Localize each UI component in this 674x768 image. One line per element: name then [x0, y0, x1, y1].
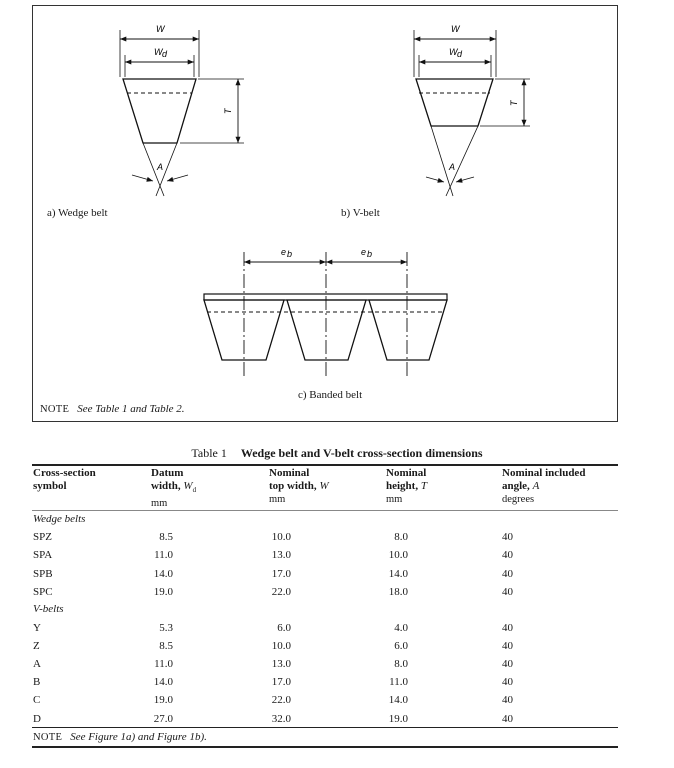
header-height	[386, 467, 427, 506]
cell-top-width: 17.0	[271, 676, 291, 689]
wedge-wd-label: W	[154, 47, 163, 57]
cell-symbol: SPB	[33, 567, 53, 580]
cell-height: 8.0	[394, 531, 408, 543]
header-datum-width-symbol: W	[183, 480, 193, 492]
banded-eb-label-2: e	[361, 247, 367, 257]
cell-top-width: 22.0	[271, 585, 291, 598]
header-cross-section	[33, 467, 96, 493]
banded-eb-sub-1: b	[287, 249, 293, 259]
cell-height: 18.0	[388, 585, 408, 598]
cell-symbol: Z	[33, 640, 40, 653]
cell-angle: 40	[502, 694, 513, 707]
table-row	[0, 586, 674, 602]
cell-height: 11.0	[389, 676, 408, 689]
wedge-t-label: T	[223, 108, 233, 114]
figure-note-label: NOTE	[40, 404, 70, 415]
cell-symbol: C	[33, 694, 41, 707]
cell-angle: 40	[502, 622, 513, 634]
table-note-text: See Figure 1a) and Figure 1b).	[70, 731, 207, 743]
cell-datum-width: 14.0	[153, 676, 173, 689]
caption-banded-belt: c) Banded belt	[298, 389, 363, 401]
cell-angle: 40	[502, 549, 513, 562]
cell-height: 19.0	[388, 712, 408, 725]
header-top-width-symbol: W	[319, 480, 329, 492]
header-height-line1: Nominal	[386, 467, 427, 479]
vbelt-w-label: W	[451, 24, 460, 34]
vbelt-a-label: A	[449, 162, 456, 172]
figure-note-text: See Table 1 and Table 2.	[77, 403, 185, 415]
header-angle	[502, 467, 585, 506]
vbelt-t-label: T	[509, 100, 519, 106]
table-row	[0, 658, 674, 674]
v-belt-drawing	[414, 30, 530, 196]
header-height-unit: mm	[386, 494, 403, 505]
group-label-v-belts: V-belts	[33, 603, 64, 615]
table-number: Table 1	[191, 446, 227, 460]
header-cross-section-line1: Cross-section	[33, 467, 96, 479]
cell-datum-width: 27.0	[153, 712, 173, 725]
header-top-width	[269, 467, 329, 506]
header-datum-width-line2: width,	[151, 480, 181, 492]
cell-top-width: 13.0	[271, 549, 291, 562]
cell-symbol: Y	[33, 622, 41, 634]
cell-datum-width: 5.3	[159, 622, 173, 634]
vbelt-wd-label: W	[449, 47, 458, 57]
cell-top-width: 10.0	[271, 531, 291, 543]
table-row	[0, 676, 674, 692]
cell-symbol: D	[33, 712, 41, 725]
cell-top-width: 6.0	[277, 622, 291, 634]
banded-eb-sub-2: b	[367, 249, 373, 259]
table-bottom-rule	[32, 746, 618, 748]
table-row	[0, 622, 674, 638]
table-note-label: NOTE	[33, 732, 63, 743]
header-top-width-line2: top width,	[269, 480, 317, 492]
header-cross-section-line2: symbol	[33, 480, 67, 492]
cell-top-width: 13.0	[271, 658, 291, 671]
figure-note	[40, 403, 185, 415]
table-row	[0, 640, 674, 656]
cell-top-width: 22.0	[271, 694, 291, 707]
cell-angle: 40	[502, 658, 513, 671]
cell-angle: 40	[502, 640, 513, 653]
cell-top-width: 10.0	[271, 640, 291, 653]
cell-height: 14.0	[388, 694, 408, 707]
header-angle-unit: degrees	[502, 494, 535, 505]
header-datum-width-subscript: d	[192, 486, 197, 495]
cell-symbol: B	[33, 676, 41, 689]
header-angle-line2: angle,	[502, 480, 530, 492]
group-label-wedge-belts: Wedge belts	[33, 513, 86, 525]
cell-datum-width: 8.5	[159, 531, 173, 543]
cell-datum-width: 14.0	[153, 567, 173, 580]
table-title	[0, 446, 674, 461]
table-note	[33, 731, 207, 743]
caption-v-belt: b) V-belt	[341, 207, 380, 219]
cell-datum-width: 19.0	[153, 694, 173, 707]
cell-datum-width: 8.5	[159, 640, 173, 653]
cell-angle: 40	[502, 567, 513, 580]
table-row	[0, 531, 674, 547]
cell-angle: 40	[502, 676, 513, 689]
cell-top-width: 32.0	[271, 712, 291, 725]
cell-datum-width: 11.0	[154, 658, 173, 671]
header-rule	[32, 510, 618, 511]
cell-datum-width: 11.0	[154, 549, 173, 562]
table-body-rule	[32, 727, 618, 728]
cell-angle: 40	[502, 531, 513, 543]
banded-belt-drawing	[204, 252, 447, 378]
banded-eb-label-1: e	[281, 247, 287, 257]
header-height-symbol: T	[420, 480, 427, 492]
header-height-line2: height,	[386, 480, 419, 492]
cell-angle: 40	[502, 712, 513, 725]
header-datum-width	[151, 467, 196, 510]
caption-wedge-belt: a) Wedge belt	[47, 207, 108, 219]
cell-symbol: SPA	[33, 549, 53, 562]
cell-top-width: 17.0	[271, 567, 291, 580]
cell-height: 10.0	[388, 549, 408, 562]
cell-symbol: A	[33, 658, 41, 671]
header-datum-width-unit: mm	[151, 498, 168, 510]
table-name: Wedge belt and V-belt cross-section dimensions	[240, 446, 483, 460]
wedge-wd-subscript: d	[162, 49, 168, 59]
wedge-w-label: W	[156, 24, 165, 34]
cell-datum-width: 19.0	[153, 585, 173, 598]
cell-height: 4.0	[394, 622, 408, 634]
header-angle-line1: Nominal included	[502, 467, 586, 479]
cell-angle: 40	[502, 585, 513, 598]
header-top-width-line1: Nominal	[269, 467, 310, 479]
table-row	[0, 568, 674, 584]
cell-symbol: SPC	[33, 585, 53, 598]
header-datum-width-line1: Datum	[151, 467, 184, 479]
table-row	[0, 549, 674, 565]
cell-height: 14.0	[388, 567, 408, 580]
table-top-rule	[32, 464, 618, 466]
cell-height: 6.0	[394, 640, 408, 653]
table-row	[0, 694, 674, 710]
cell-height: 8.0	[394, 658, 408, 671]
header-angle-symbol: A	[532, 480, 540, 492]
vbelt-wd-subscript: d	[457, 49, 463, 59]
cell-symbol: SPZ	[33, 531, 52, 543]
wedge-a-label: A	[157, 162, 164, 172]
header-top-width-unit: mm	[269, 494, 286, 505]
